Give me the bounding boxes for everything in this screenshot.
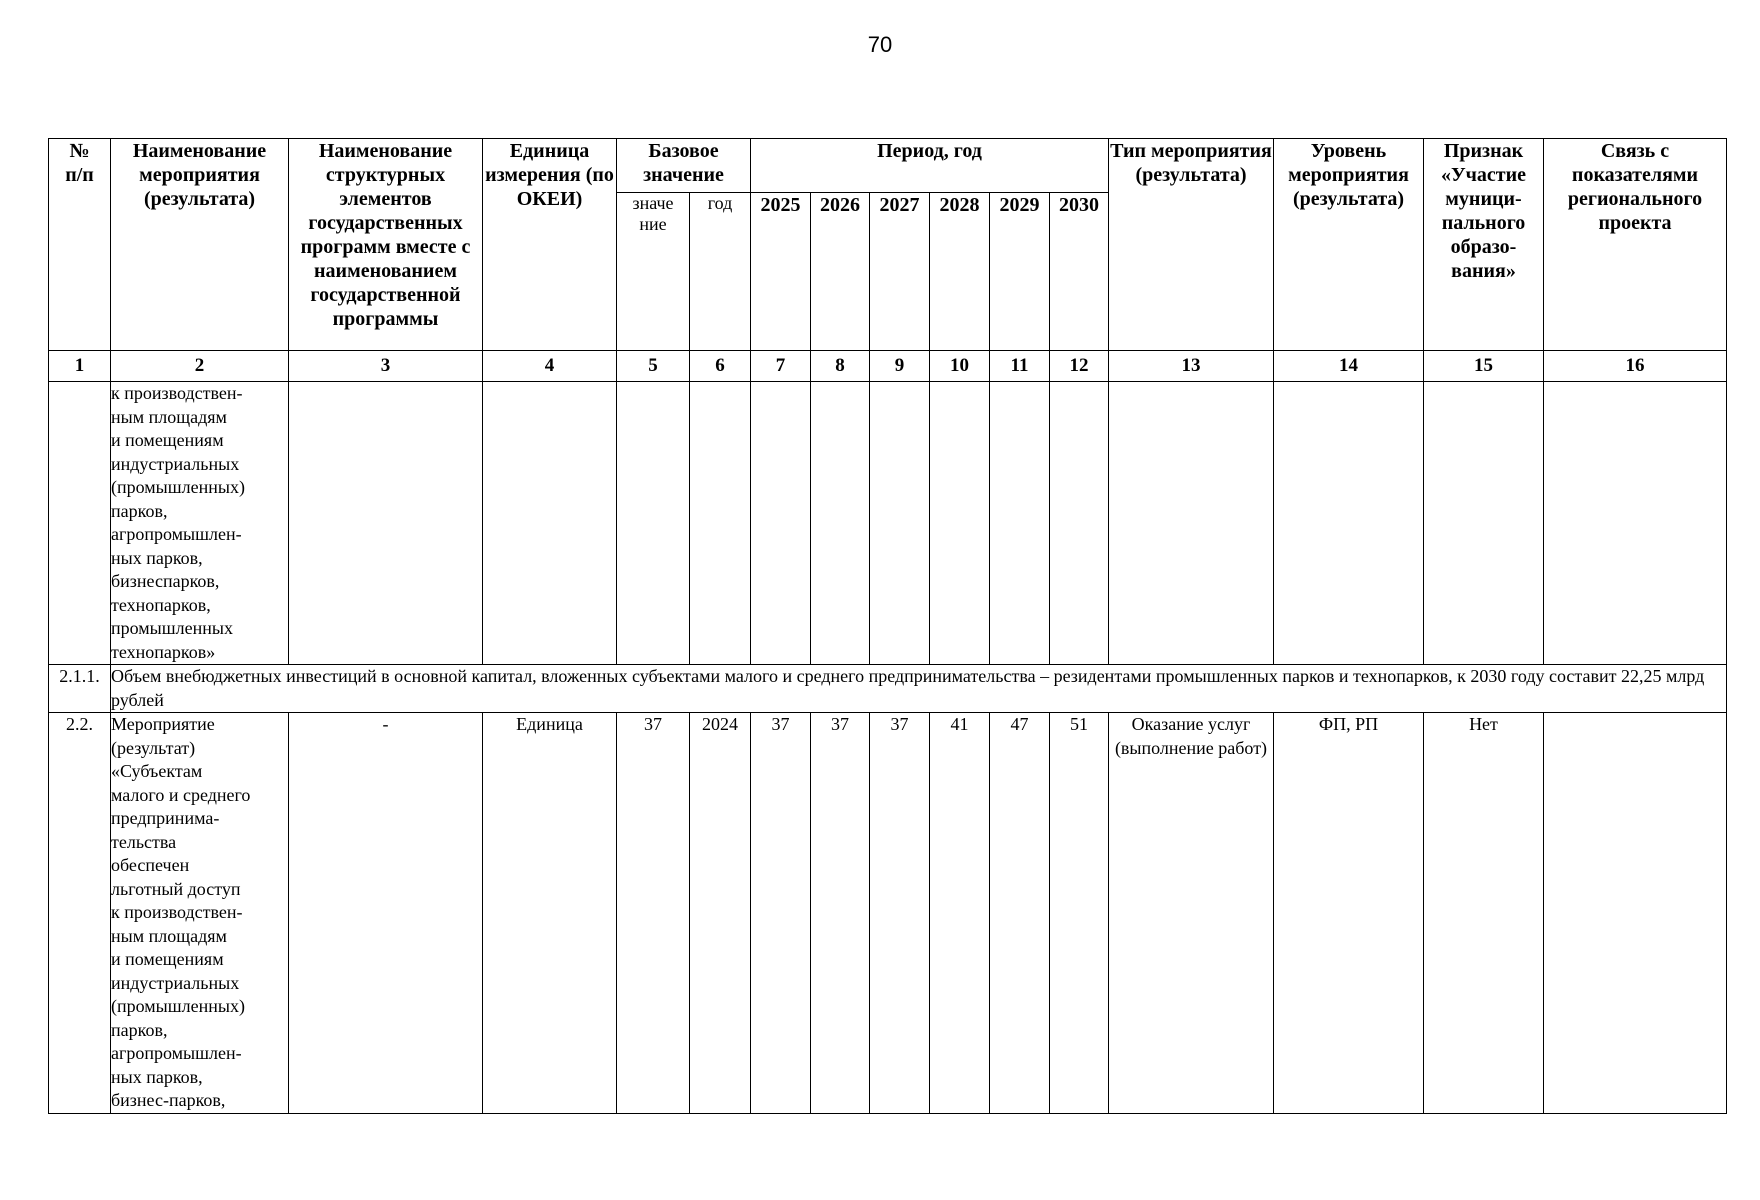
table-row [49,665,1727,713]
cell-unit: Единица [483,713,617,1114]
header-name: Наименование мероприятия (результата) [111,139,289,351]
header-base: Базовое значение [617,139,751,193]
header-year: 2025 [751,193,811,351]
col-number: 15 [1424,351,1544,382]
col-number: 7 [751,351,811,382]
col-number: 9 [870,351,930,382]
col-number: 6 [690,351,751,382]
col-number: 10 [930,351,990,382]
cell-empty [751,382,811,665]
col-number: 2 [111,351,289,382]
header-period: Период, год [751,139,1109,193]
table-row [49,713,1727,1114]
cell-year-value: 37 [811,713,870,1114]
cell-empty [930,382,990,665]
col-number: 3 [289,351,483,382]
cell-base-value: 37 [617,713,690,1114]
cell-empty [811,382,870,665]
header-year: 2028 [930,193,990,351]
header-year: 2030 [1050,193,1109,351]
col-number: 12 [1050,351,1109,382]
measures-table [48,138,1727,1114]
cell-empty [1544,382,1727,665]
col-number: 11 [990,351,1050,382]
col-number: 8 [811,351,870,382]
col-number: 16 [1544,351,1727,382]
cell-year-value: 41 [930,713,990,1114]
cell-year-value: 47 [990,713,1050,1114]
header-level: Уровень мероприятия (результата) [1274,139,1424,351]
cell-empty [690,382,751,665]
header-year: 2026 [811,193,870,351]
cell-empty [1050,382,1109,665]
cell-target-text: Объем внебюджетных инвестиций в основной капитал, вложенных субъектами малого и среднего предпринимательства – резидентами промышленных парков и технопарков, к 2030 году составит 22,25 млрд рублей [111,665,1727,713]
header-link: Связь с показателями регионального проекта [1544,139,1727,351]
col-number: 14 [1274,351,1424,382]
cell-sign: Нет [1424,713,1544,1114]
cell-struct: - [289,713,483,1114]
cell-year-value: 37 [751,713,811,1114]
cell-name: Мероприятие (результат) «Субъектам малого и среднего предпринима- тельства обеспечен льготный доступ к производствен- ным площадям и помещениям индустриальных (промышленных) парков, агропромышлен- ных парков, бизнес-парков, [111,713,289,1114]
col-number: 4 [483,351,617,382]
page-number: 70 [867,32,893,57]
cell-empty [483,382,617,665]
header-struct: Наименование структурных элементов государственных программ вместе с наименованием государственной программы [289,139,483,351]
cell-empty [1109,382,1274,665]
col-number: 5 [617,351,690,382]
header-year: 2029 [990,193,1050,351]
cell-empty [870,382,930,665]
cell-empty [1274,382,1424,665]
table-row [49,382,1727,665]
cell-empty [1424,382,1544,665]
cell-empty [289,382,483,665]
cell-base-year: 2024 [690,713,751,1114]
cell-num [49,382,111,665]
cell-empty [990,382,1050,665]
header-type: Тип мероприятия (результата) [1109,139,1274,351]
header-sign: Признак «Участие муници-пального образо-вания» [1424,139,1544,351]
cell-empty [617,382,690,665]
header-base-year: год [690,193,751,351]
header-num: № п/п [49,139,111,351]
cell-year-value: 51 [1050,713,1109,1114]
cell-num: 2.2. [49,713,111,1114]
cell-link [1544,713,1727,1114]
header-year: 2027 [870,193,930,351]
header-unit: Единица измерения (по ОКЕИ) [483,139,617,351]
cell-num: 2.1.1. [49,665,111,713]
header-base-value: значе ние [617,193,690,351]
col-number: 13 [1109,351,1274,382]
cell-name: к производствен- ным площадям и помещениям индустриальных (промышленных) парков, агропромышлен- ных парков, бизнеспарков, технопарков, промышленных технопарков» [111,382,289,665]
col-number: 1 [49,351,111,382]
cell-type: Оказание услуг (выполнение работ) [1109,713,1274,1114]
cell-year-value: 37 [870,713,930,1114]
cell-level: ФП, РП [1274,713,1424,1114]
